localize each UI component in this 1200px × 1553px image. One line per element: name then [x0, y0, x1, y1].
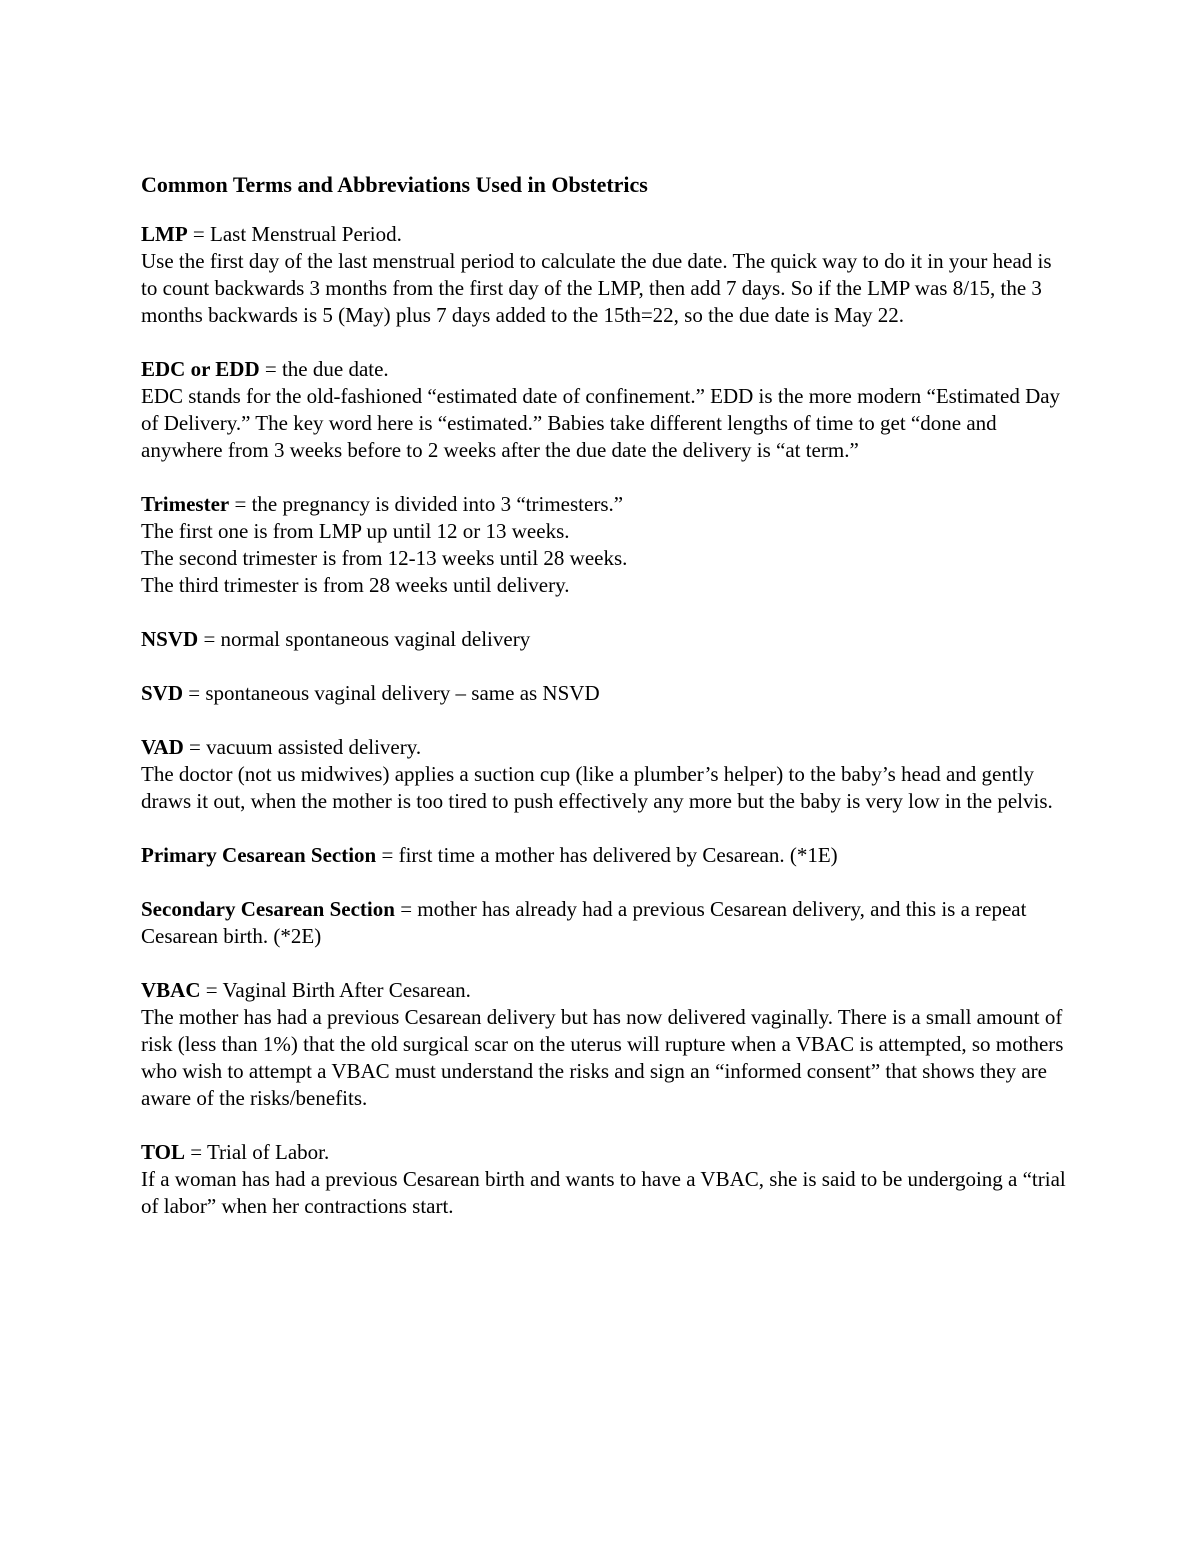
- entry-term: TOL: [141, 1140, 185, 1164]
- entry-separator: =: [184, 1140, 207, 1164]
- glossary-entry: [141, 977, 1066, 1112]
- entry-detail: The first one is from LMP up until 12 or 13 weeks.: [141, 519, 570, 543]
- entry-term: SVD: [141, 681, 184, 705]
- entry-definition: Trial of Labor.: [206, 1140, 330, 1164]
- entry-definition: Last Menstrual Period.: [210, 222, 402, 246]
- glossary-entry: [141, 356, 1066, 464]
- glossary-entry: [141, 1139, 1066, 1220]
- entry-detail: EDC stands for the old-fashioned “estimated date of confinement.” EDD is the more modern “Estimated Day of Delivery.” The key word here is “estimated.” Babies take different lengths of time to get “done and anywhere from 3 weeks before to 2 weeks after the due date the delivery is “at term.”: [141, 384, 1061, 462]
- glossary-entry: [141, 491, 1066, 599]
- glossary-entry: [141, 896, 1066, 950]
- entry-separator: =: [394, 897, 418, 921]
- entry-term: NSVD: [141, 627, 199, 651]
- entry-separator: =: [198, 627, 221, 651]
- entry-separator: =: [200, 978, 223, 1002]
- entry-separator: =: [259, 357, 282, 381]
- entry-definition: Vaginal Birth After Cesarean.: [222, 978, 471, 1002]
- entry-heading-line: [141, 896, 1066, 950]
- entry-heading-line: [141, 977, 1066, 1004]
- entry-heading-line: [141, 1139, 1066, 1166]
- entry-heading-line: [141, 221, 1066, 248]
- entry-heading-line: [141, 626, 1066, 653]
- entry-separator: =: [183, 681, 206, 705]
- entry-detail: If a woman has had a previous Cesarean birth and wants to have a VBAC, she is said to be undergoing a “trial of labor” when her contractions start.: [141, 1167, 1066, 1218]
- entry-heading-line: [141, 491, 1066, 518]
- entry-definition: spontaneous vaginal delivery – same as NSVD: [205, 681, 600, 705]
- entry-detail: The doctor (not us midwives) applies a suction cup (like a plumber’s helper) to the baby’s head and gently draws it out, when the mother is too tired to push effectively any more but the baby is very low in the pelvis.: [141, 762, 1053, 813]
- entry-term: Primary Cesarean Section: [141, 843, 377, 867]
- entry-heading-line: [141, 842, 1066, 869]
- entry-heading-line: [141, 734, 1066, 761]
- entry-definition: normal spontaneous vaginal delivery: [220, 627, 531, 651]
- entry-separator: =: [183, 735, 207, 759]
- entry-term: Trimester: [141, 492, 230, 516]
- entry-term: Secondary Cesarean Section: [141, 897, 395, 921]
- entry-heading-line: [141, 356, 1066, 383]
- glossary-entry: [141, 680, 1066, 707]
- entry-term: VAD: [141, 735, 184, 759]
- entry-definition: vacuum assisted delivery.: [206, 735, 422, 759]
- glossary-entry: [141, 842, 1066, 869]
- entry-detail: The third trimester is from 28 weeks until delivery.: [141, 573, 570, 597]
- entry-definition: first time a mother has delivered by Cesarean. (*1E): [398, 843, 838, 867]
- document-page: [141, 168, 1066, 1247]
- entry-separator: =: [187, 222, 210, 246]
- document-title: Common Terms and Abbreviations Used in Obstetrics: [141, 172, 648, 197]
- glossary-entries: [141, 221, 1066, 1220]
- glossary-entry: [141, 221, 1066, 329]
- entry-detail: Use the first day of the last menstrual period to calculate the due date. The quick way to do it in your head is to count backwards 3 months from the first day of the LMP, then add 7 days. So if the LMP was 8/15, the 3 months backwards is 5 (May) plus 7 days added to the 15th=22, so the due date is May 22.: [141, 249, 1052, 327]
- entry-detail: The second trimester is from 12-13 weeks until 28 weeks.: [141, 546, 628, 570]
- entry-term: EDC or EDD: [141, 357, 260, 381]
- entry-heading-line: [141, 680, 1066, 707]
- entry-definition: the pregnancy is divided into 3 “trimesters.”: [251, 492, 624, 516]
- glossary-entry: [141, 626, 1066, 653]
- entry-term: VBAC: [141, 978, 201, 1002]
- entry-separator: =: [376, 843, 399, 867]
- entry-term: LMP: [141, 222, 188, 246]
- entry-detail: The mother has had a previous Cesarean delivery but has now delivered vaginally. There is a small amount of risk (less than 1%) that the old surgical scar on the uterus will rupture when a VBAC is attempted, so mothers who wish to attempt a VBAC must understand the risks and sign an “informed consent” that shows they are aware of the risks/benefits.: [141, 1005, 1064, 1110]
- entry-definition: the due date.: [281, 357, 389, 381]
- entry-separator: =: [229, 492, 252, 516]
- glossary-entry: [141, 734, 1066, 815]
- entry-definition: mother has already had a previous Cesarean delivery, and this is a repeat Cesarean birth. (*2E): [141, 897, 1027, 948]
